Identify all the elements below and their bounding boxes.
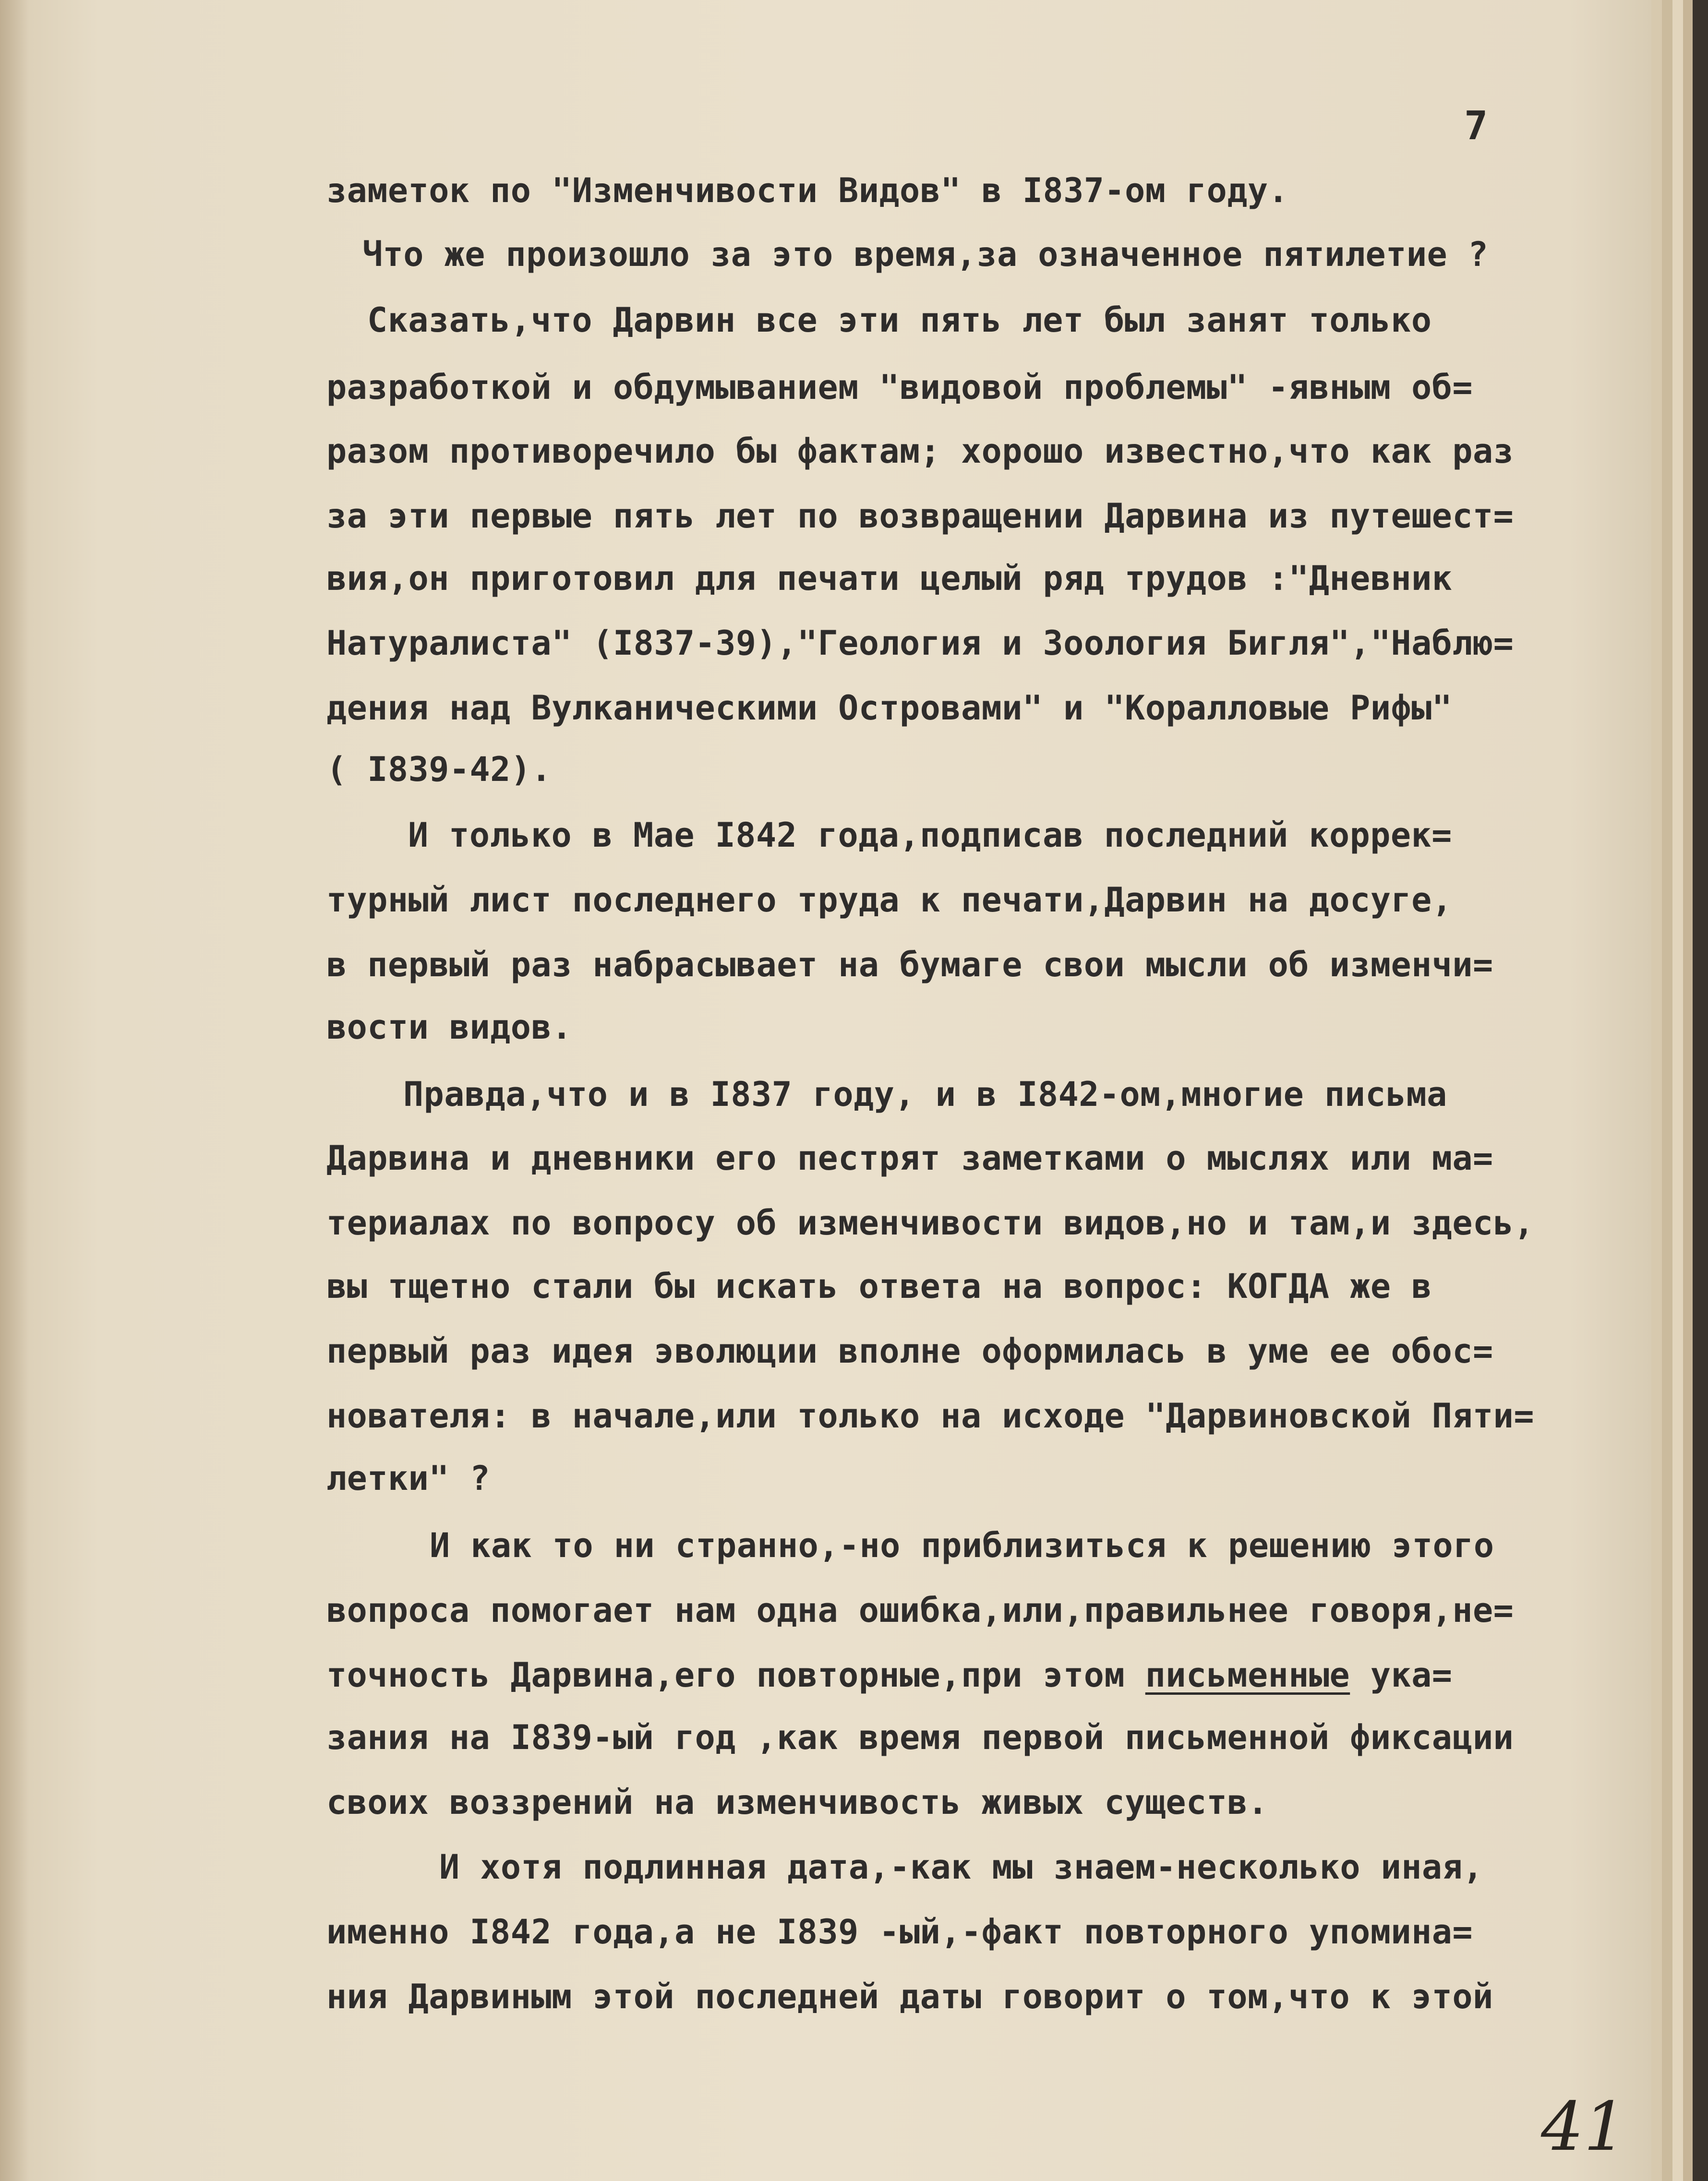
text-line: разом противоречило бы фактам; хорошо известно,что как раз: [326, 431, 1514, 471]
text-line: разработкой и обдумыванием "видовой проблемы" -явным об=: [326, 368, 1473, 407]
page-edge: [1683, 0, 1693, 2181]
handwritten-folio-number: 41: [1541, 2088, 1627, 2166]
text-segment: точность Дарвина,его повторные,при этом: [326, 1655, 1145, 1695]
text-line: вости видов.: [326, 1007, 572, 1047]
text-line: Натуралиста" (I837-39),"Геология и Зоология Бигля","Наблю=: [326, 623, 1514, 663]
text-line: Сказать,что Дарвин все эти пять лет был занят только: [367, 300, 1432, 340]
page-edge: [1651, 0, 1662, 2181]
text-line: вия,он приготовил для печати целый ряд трудов :"Дневник: [326, 559, 1453, 598]
text-line: зания на I839-ый год ,как время первой письменной фиксации: [326, 1718, 1514, 1757]
underlined-word: письменные: [1145, 1655, 1350, 1695]
page-edge: [1672, 0, 1683, 2181]
text-segment: ука=: [1350, 1655, 1453, 1695]
scan-border: [1693, 0, 1708, 2181]
text-line: первый раз идея эволюции вполне оформилась в уме ее обос=: [326, 1331, 1493, 1371]
text-line: турный лист последнего труда к печати,Дарвин на досуге,: [326, 880, 1453, 920]
text-line: вопроса помогает нам одна ошибка,или,правильнее говоря,не=: [326, 1591, 1514, 1630]
text-line: Что же произошло за это время,за означенное пятилетие ?: [362, 235, 1489, 274]
text-line: Правда,что и в I837 году, и в I842-ом,многие письма: [403, 1075, 1447, 1114]
text-line: нователя: в начале,или только на исходе "Дарвиновской Пяти=: [326, 1396, 1534, 1436]
text-line: ния Дарвиным этой последней даты говорит о том,что к этой: [326, 1977, 1493, 2016]
text-line: дения над Вулканическими Островами" и "Коралловые Рифы": [326, 688, 1453, 728]
text-line: летки" ?: [326, 1459, 491, 1498]
text-line: вы тщетно стали бы искать ответа на вопрос: КОГДА же в: [326, 1267, 1432, 1306]
text-line: своих воззрений на изменчивость живых существ.: [326, 1783, 1268, 1822]
text-line: именно I842 года,а не I839 -ый,-факт повторного упомина=: [326, 1912, 1473, 1952]
text-line: Дарвина и дневники его пестрят заметками о мыслях или ма=: [326, 1138, 1493, 1178]
text-line: заметок по "Изменчивости Видов" в I837-ом году.: [326, 171, 1289, 210]
text-line: за эти первые пять лет по возвращении Дарвина из путешест=: [326, 496, 1514, 536]
page-number: 7: [1464, 103, 1488, 149]
text-line: териалах по вопросу об изменчивости видов,но и там,и здесь,: [326, 1203, 1534, 1243]
text-line: И как то ни странно,-но приблизиться к решению этого: [430, 1526, 1494, 1565]
page-edge: [1662, 0, 1672, 2181]
text-line: ( I839-42).: [326, 750, 552, 789]
text-line: [326, 1655, 1453, 1695]
text-line: в первый раз набрасывает на бумаге свои мысли об изменчи=: [326, 945, 1493, 984]
text-line: И хотя подлинная дата,-как мы знаем-несколько иная,: [439, 1847, 1483, 1887]
text-line: И только в Мае I842 года,подписав последний коррек=: [408, 815, 1452, 855]
